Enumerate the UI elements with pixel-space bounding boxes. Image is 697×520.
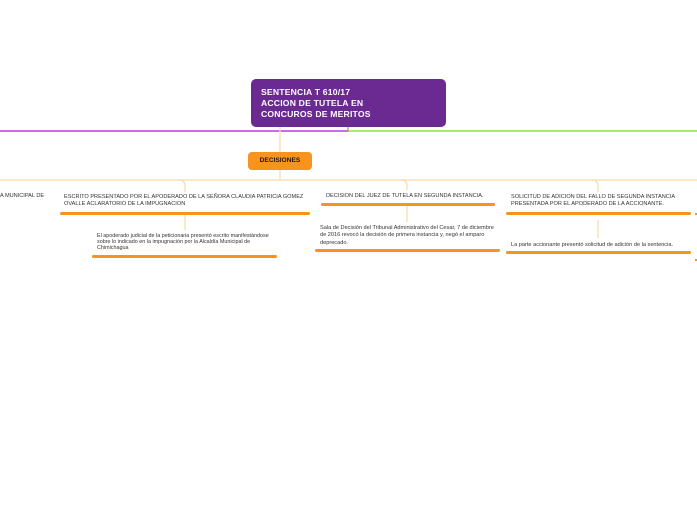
child-underline-solicitud xyxy=(506,251,691,254)
child-label-solicitud: La parte accionante presentó solicitud de adición de la sentencia. xyxy=(511,242,674,248)
branch-label-decision-juez: DECISION DEL JUEZ DE TUTELA EN SEGUNDA INSTANCIA. xyxy=(326,193,484,199)
drop-connector-1 xyxy=(179,180,185,192)
branch-topic-escrito[interactable] xyxy=(64,194,308,209)
child-topic-escrito[interactable] xyxy=(97,233,275,252)
root-title-line-3: CONCUROS DE MERITOS xyxy=(261,109,371,119)
branch-underline-decision-juez xyxy=(321,203,495,206)
branch-topic-municipal[interactable] xyxy=(0,193,53,200)
root-title-line-1: SENTENCIA T 610/17 xyxy=(261,87,351,97)
root-topic[interactable] xyxy=(251,79,446,127)
branch-label-solicitud: SOLICITUD DE ADICION DEL FALLO DE SEGUNDA INSTANCIA PRESENTADA POR EL APODERADO DE LA ACCIONANTE. xyxy=(511,194,675,208)
child-topic-decision-juez[interactable] xyxy=(320,225,498,247)
branch-underline-escrito xyxy=(60,212,310,215)
child-topic-solicitud[interactable] xyxy=(511,242,687,249)
child-underline-decision-juez xyxy=(315,249,500,252)
decisions-topic[interactable]: DECISIONES xyxy=(248,152,312,170)
child-label-decision-juez: Sala de Decisión del Tribunal Administrativo del Cesar, 7 de diciembre de 2016 revocó la decisión de primera instancia y, negó el amparo deprecado. xyxy=(320,225,494,246)
branch-topic-decision-juez[interactable] xyxy=(326,193,494,200)
branch-underline-solicitud xyxy=(506,212,691,215)
branch-topic-solicitud[interactable] xyxy=(511,194,687,209)
child-underline-escrito xyxy=(92,255,277,258)
branch-label-municipal: A MUNICIPAL DE xyxy=(0,193,45,199)
drop-connector-2 xyxy=(401,180,407,190)
drop-connector-3 xyxy=(592,180,598,192)
root-title-line-2: ACCION DE TUTELA EN xyxy=(261,98,364,108)
branch-label-escrito: ESCRITO PRESENTADO POR EL APODERADO DE LA SEÑORA CLAUDIA PATRICIA GOMEZ OVALLE ACLARATORIO DE LA IMPUGNACION xyxy=(64,194,304,208)
child-label-escrito: El apoderado judicial de la peticionaria presentó escrito manifestándose sobre lo indicado en la impugnación por la Alcaldía Municipal de Chimichagua xyxy=(97,233,269,252)
